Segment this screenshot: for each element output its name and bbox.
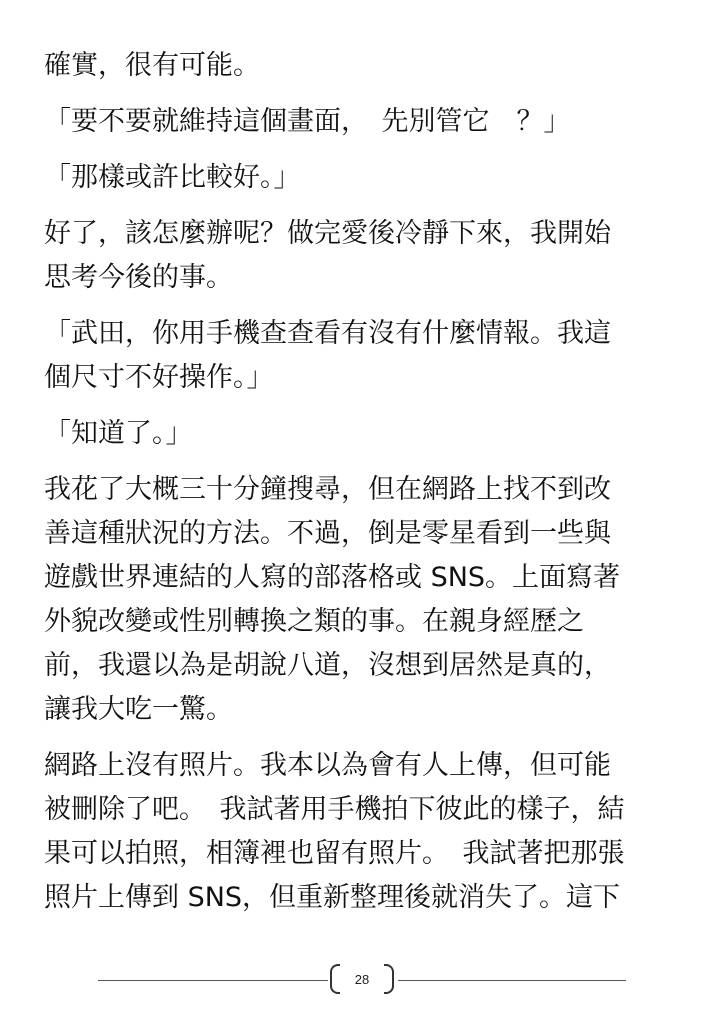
text-line: 前，我還以為是胡說八道，沒想到居然是真的， [44, 650, 611, 681]
text-line: 我花了大概三十分鐘搜尋，但在網路上找不到改 [44, 474, 611, 505]
footer-rule-right [398, 980, 626, 981]
text-line: 「那樣或許比較好。」 [44, 162, 301, 193]
text-line: 「要不要就維持這個畫面， 先別管它 ？」 [44, 106, 571, 137]
paragraph [44, 212, 680, 300]
text-line: 被刪除了吧。 我試著用手機拍下彼此的樣子，結 [44, 794, 625, 825]
text-line: 善這種狀況的方法。不過，倒是零星看到一些與 [44, 518, 611, 549]
paragraph [44, 312, 680, 400]
text-line: 好了，該怎麼辦呢？做完愛後冷靜下來，我開始 [44, 218, 611, 249]
paragraph [44, 744, 680, 920]
paragraph [44, 44, 680, 88]
paragraph [44, 412, 680, 456]
text-line: 「武田，你用手機查查看有沒有什麼情報。我這 [44, 318, 611, 349]
text-line: 讓我大吃一驚。 [44, 694, 233, 725]
text-line: 網路上沒有照片。我本以為會有人上傳，但可能 [44, 750, 611, 781]
text-line: 確實，很有可能。 [44, 50, 260, 81]
text-line: 思考今後的事。 [44, 262, 233, 293]
text-line: 遊戲世界連結的人寫的部落格或 SNS。上面寫著 [44, 562, 621, 593]
page-number: 28 [354, 972, 370, 987]
right-bracket-ornament [384, 964, 394, 994]
text-line: 照片上傳到 SNS，但重新整理後就消失了。這下 [44, 882, 621, 913]
left-bracket-ornament [330, 964, 340, 994]
text-line: 外貌改變或性別轉換之類的事。在親身經歷之 [44, 606, 584, 637]
footer-rule-left [98, 980, 328, 981]
page-content [44, 44, 680, 932]
text-line: 個尺寸不好操作。」 [44, 362, 274, 393]
paragraph [44, 156, 680, 200]
paragraph [44, 468, 680, 732]
text-line: 果可以拍照，相簿裡也留有照片。 我試著把那張 [44, 838, 625, 869]
paragraph [44, 100, 680, 144]
page-footer [0, 962, 724, 998]
text-line: 「知道了。」 [44, 418, 193, 449]
